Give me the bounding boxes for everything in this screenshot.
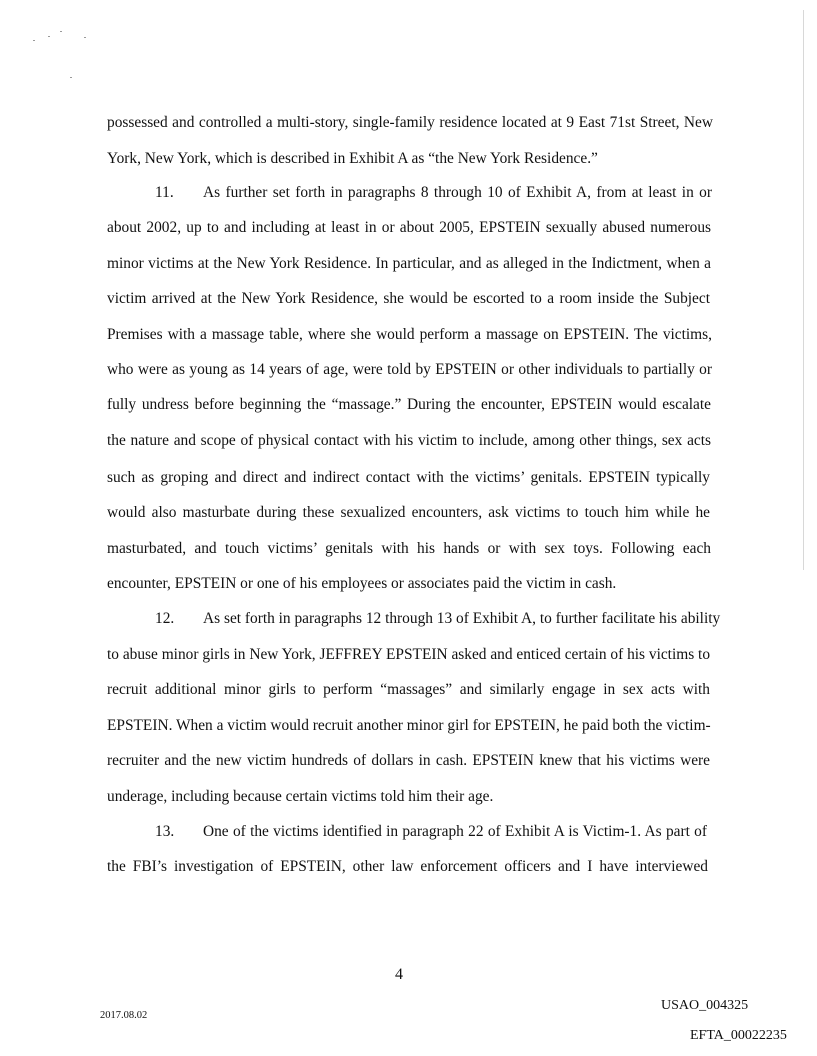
body-line: minor victims at the New York Residence. In particular, and as alleged in the Indictment, when a <box>107 255 711 272</box>
body-line: One of the victims identified in paragraph 22 of Exhibit A is Victim-1. As part of <box>203 823 707 840</box>
body-line: As set forth in paragraphs 12 through 13 of Exhibit A, to further facilitate his ability <box>203 610 721 627</box>
body-line: the nature and scope of physical contact with his victim to include, among other things, sex acts <box>107 432 711 449</box>
body-line: underage, including because certain victims told him their age. <box>107 788 494 805</box>
body-line: As further set forth in paragraphs 8 through 10 of Exhibit A, from at least in or <box>203 184 712 201</box>
paragraph-number: 11. <box>155 184 174 201</box>
body-line: masturbated, and touch victims’ genitals with his hands or with sex toys. Following each <box>107 540 711 557</box>
body-line: recruit additional minor girls to perform “massages” and similarly engage in sex acts with <box>107 681 710 698</box>
body-line: EPSTEIN. When a victim would recruit another minor girl for EPSTEIN, he paid both the victim- <box>107 717 711 734</box>
paragraph-number: 12. <box>155 610 175 627</box>
scan-speck <box>70 77 72 78</box>
page-number: 4 <box>395 966 403 983</box>
document-date: 2017.08.02 <box>100 1010 148 1021</box>
body-line: possessed and controlled a multi-story, single-family residence located at 9 East 71st Street, New <box>107 114 713 131</box>
scan-speck <box>48 36 50 37</box>
body-line: encounter, EPSTEIN or one of his employees or associates paid the victim in cash. <box>107 575 617 592</box>
body-line: recruiter and the new victim hundreds of dollars in cash. EPSTEIN knew that his victims were <box>107 752 710 769</box>
scan-speck <box>60 31 62 32</box>
bates-number-usao: USAO_004325 <box>661 998 749 1013</box>
body-line: such as groping and direct and indirect contact with the victims’ genitals. EPSTEIN typically <box>107 469 710 486</box>
scan-speck <box>84 37 86 38</box>
body-line: victim arrived at the New York Residence, she would be escorted to a room inside the Subject <box>107 290 710 307</box>
body-line: the FBI’s investigation of EPSTEIN, other law enforcement officers and I have interviewed <box>107 858 708 875</box>
body-line: Premises with a massage table, where she would perform a massage on EPSTEIN. The victims, <box>107 326 712 343</box>
scan-edge-line <box>803 10 804 570</box>
body-line: York, New York, which is described in Exhibit A as “the New York Residence.” <box>107 150 598 167</box>
body-line: would also masturbate during these sexualized encounters, ask victims to touch him while he <box>107 504 710 521</box>
body-line: fully undress before beginning the “massage.” During the encounter, EPSTEIN would escalate <box>107 396 711 413</box>
body-line: who were as young as 14 years of age, were told by EPSTEIN or other individuals to partially or <box>107 361 712 378</box>
paragraph-number: 13. <box>155 823 175 840</box>
scan-speck <box>33 40 35 41</box>
bates-number-efta: EFTA_00022235 <box>690 1028 787 1043</box>
body-line: about 2002, up to and including at least in or about 2005, EPSTEIN sexually abused numerous <box>107 219 711 236</box>
body-line: to abuse minor girls in New York, JEFFREY EPSTEIN asked and enticed certain of his victims to <box>107 646 711 663</box>
